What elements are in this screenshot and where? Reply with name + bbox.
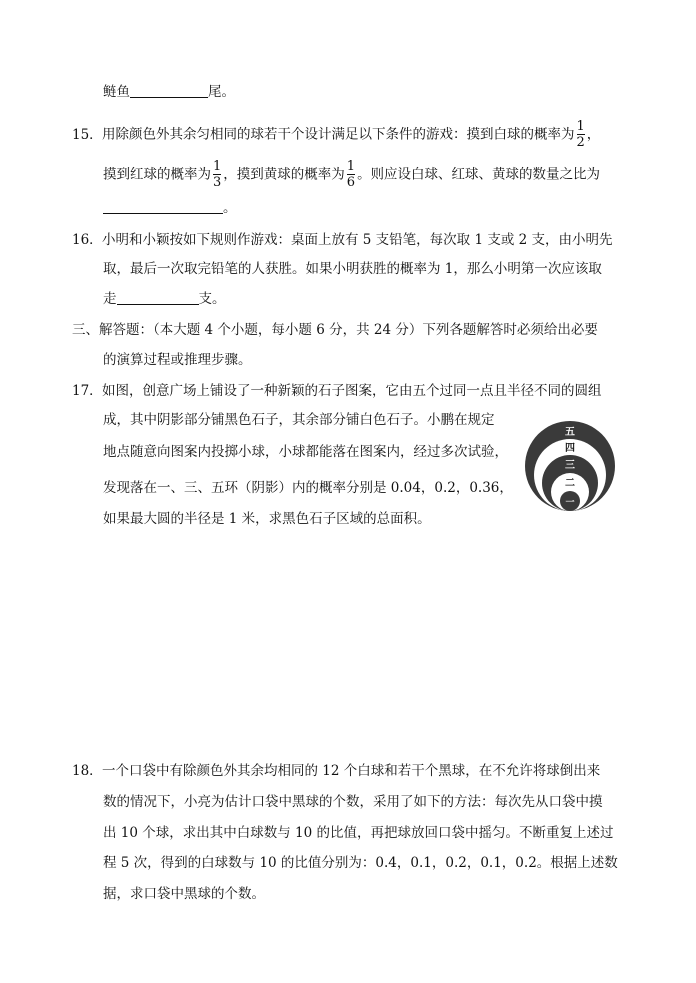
section3-text2: 的演算过程或推理步骤。 xyxy=(103,352,252,368)
q17-text4: 发现落在一、三、五环（阴影）内的概率分别是 0.04，0.2，0.36， xyxy=(103,480,513,496)
q18-line4 xyxy=(103,853,618,873)
q16-line3 xyxy=(103,289,226,309)
q18-line1 xyxy=(72,761,600,781)
q16-text1: 小明和小颖按如下规则作游戏：桌面上放有 5 支铅笔，每次取 1 支或 2 支，由小明先 xyxy=(102,232,613,248)
q18-text2: 数的情况下，小亮为估计口袋中黑球的个数，采用了如下的方法：每次先从口袋中摸 xyxy=(103,794,603,810)
ring-label-1: 一 xyxy=(565,498,575,508)
q18-text3: 出 10 个球，求出其中白球数与 10 的比值，再把球放回口袋中摇匀。不断重复上述过 xyxy=(103,825,614,841)
q15-fraction-third xyxy=(213,160,221,190)
q14-end: 尾。 xyxy=(208,84,235,100)
q15-text2c: 。则应设白球、红球、黄球的数量之比为 xyxy=(357,166,601,183)
q14-text: 鲢鱼 xyxy=(103,84,130,100)
q16-text3b: 支。 xyxy=(198,291,226,307)
rings-svg xyxy=(524,418,616,514)
q15-text1: 用除颜色外其余匀相同的球若干个设计满足以下条件的游戏：摸到白球的概率为 xyxy=(102,126,575,143)
q16-line1 xyxy=(72,230,613,250)
q15-fraction-sixth xyxy=(347,160,355,190)
q16-text3a: 走 xyxy=(103,291,117,307)
ring-label-4: 四 xyxy=(565,443,575,454)
q17-line2 xyxy=(103,410,495,430)
q17-text2: 成，其中阴影部分铺黑色石子，其余部分铺白色石子。小鹏在规定 xyxy=(103,412,495,428)
q15-fraction-half xyxy=(577,120,585,150)
q18-line3 xyxy=(103,823,614,843)
section3-heading: 三、解答题：（本大题 4 个小题，每小题 6 分，共 24 分）下列各题解答时必须给出必要 xyxy=(72,322,598,338)
q15-text2b: ，摸到黄球的概率为 xyxy=(223,166,345,183)
q18-line2 xyxy=(103,792,603,812)
q15-blank xyxy=(103,199,223,214)
q17-line1 xyxy=(72,381,602,401)
q18-line5 xyxy=(103,884,265,904)
q18-text1: 一个口袋中有除颜色外其余均相同的 12 个白球和若干个黑球，在不允许将球倒出来 xyxy=(102,763,601,779)
concentric-rings-figure xyxy=(524,418,616,514)
ring-label-2: 二 xyxy=(565,478,575,489)
ring-label-5: 五 xyxy=(565,427,575,438)
q15-text1-end: ， xyxy=(586,126,601,143)
section3-line1 xyxy=(72,320,598,340)
q16-text2: 取，最后一次取完铅笔的人获胜。如果小明获胜的概率为 1，那么小明第一次应该取 xyxy=(103,261,602,277)
q14-blank xyxy=(130,83,208,98)
q15-text3-end: 。 xyxy=(223,200,237,216)
q17-text1: 如图，创意广场上铺设了一种新颖的石子图案，它由五个过同一点且半径不同的圆组 xyxy=(102,383,602,399)
section3-line2 xyxy=(103,350,252,370)
q15-line2 xyxy=(103,160,600,190)
ring-label-3: 三 xyxy=(565,460,575,471)
frac-denominator: 6 xyxy=(346,175,356,190)
q14-answer-line xyxy=(103,82,235,102)
q16-number: 16． xyxy=(72,232,103,248)
q18-text4: 程 5 次，得到的白球数与 10 的比值分别为：0.4，0.1，0.2，0.1，0.2。根据上述数 xyxy=(103,855,618,871)
frac-numerator: 1 xyxy=(346,159,356,174)
q15-line1 xyxy=(72,120,600,150)
frac-numerator: 1 xyxy=(576,119,585,134)
q17-text5: 如果最大圆的半径是 1 米，求黑色石子区域的总面积。 xyxy=(103,511,431,527)
frac-denominator: 2 xyxy=(576,135,585,150)
q17-text3: 地点随意向图案内投掷小球，小球都能落在图案内，经过多次试验， xyxy=(103,444,508,460)
q16-blank xyxy=(117,290,199,305)
q18-number: 18． xyxy=(72,763,103,779)
frac-denominator: 3 xyxy=(213,175,222,190)
q17-line5 xyxy=(103,509,431,529)
q17-line3 xyxy=(103,442,508,462)
q17-line4 xyxy=(103,478,513,498)
q15-number: 15． xyxy=(72,126,103,143)
q15-text2a: 摸到红球的概率为 xyxy=(103,166,211,183)
q15-line3 xyxy=(103,198,237,218)
q16-line2 xyxy=(103,259,602,279)
q17-number: 17． xyxy=(72,383,103,399)
frac-numerator: 1 xyxy=(213,159,222,174)
q18-text5: 据，求口袋中黑球的个数。 xyxy=(103,886,265,902)
